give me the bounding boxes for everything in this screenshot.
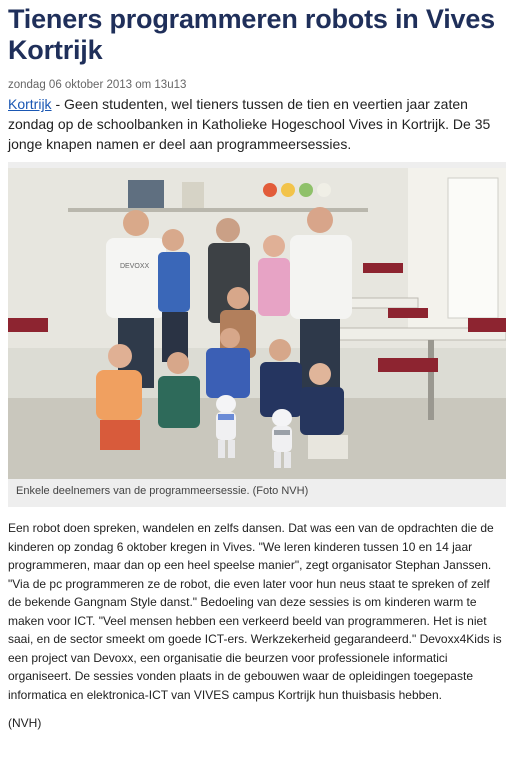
lead-text: - Geen studenten, wel tieners tussen de tien en veertien jaar zaten zondag op de schoolbanken in Katholieke Hogeschool Vives in Kortrijk. De 35 jonge knapen namen er deel aan programmeersessies.	[8, 96, 491, 152]
author-signoff: (NVH)	[8, 716, 42, 730]
article-title: Tieners programmeren robots in Vives Kortrijk	[8, 4, 495, 65]
article-body: Een robot doen spreken, wandelen en zelfs dansen. Dat was een van de opdrachten die de kinderen op zondag 6 oktober kregen in Vives. "We leren kinderen tussen 10 en 14 jaar programmeren, maar dan op een heel speelse manier", zegt organisator Stephan Janssen. "Via de pc programmeren ze de robot, die even later voor hun neus staat te spreken of zelf de bekende Gangnam Style danst." Bedoeling van deze sessies is om kinderen warm te maken voor ICT. "Veel mensen hebben een verkeerd beeld van programmeren. Het is niet saai, en de sector smeekt om goede ICT-ers. Werkzekerheid gegarandeerd." Devoxx4Kids is een project van Devoxx, een organisatie die beurzen voor professionele informatici organiseert. De sessies vonden plaats in de gebouwen waar de opleidingen toegepaste informatica en elektronica-ICT van VIVES campus Kortrijk hun thuisbasis hebben.	[8, 521, 502, 702]
article-lead	[8, 94, 506, 154]
group-photo	[8, 168, 506, 479]
location-link[interactable]: Kortrijk	[8, 96, 52, 112]
article-figure	[8, 162, 506, 507]
shirt-print: DEVOXX	[120, 263, 150, 270]
photo-caption: Enkele deelnemers van de programmeersessie. (Foto NVH)	[16, 485, 309, 497]
article-dateline: zondag 06 oktober 2013 om 13u13	[8, 79, 187, 91]
